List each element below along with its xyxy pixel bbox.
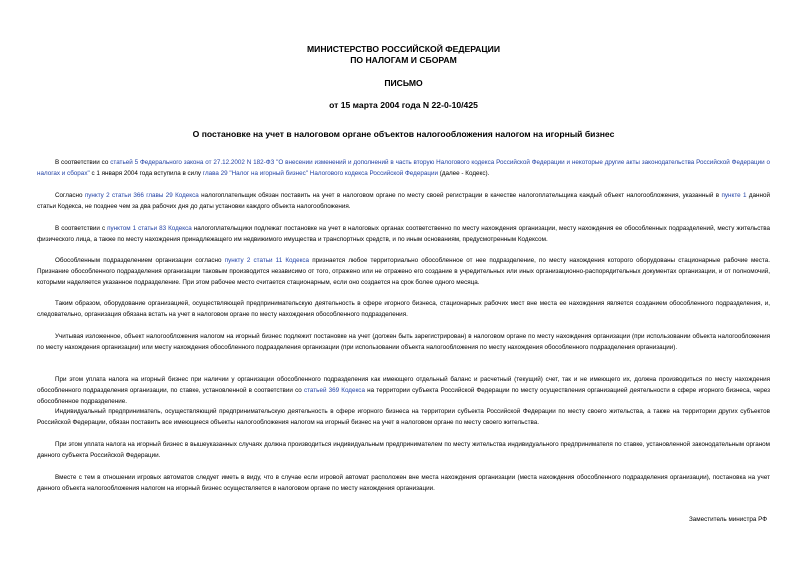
paragraph-2 (37, 190, 770, 212)
text-run: налогоплательщик обязан поставить на учет в налоговом органе по месту своей регистрации в качестве налогоплательщика каждый объект налогообложения, указанный в (198, 192, 722, 199)
law-link-article-366[interactable]: пункту 2 статьи 366 главы 29 Кодекса (84, 192, 199, 199)
issuer-line-2: ПО НАЛОГАМ И СБОРАМ (350, 55, 457, 65)
law-link-article-369[interactable]: статьей 369 Кодекса (303, 387, 365, 395)
issuer-line-1: МИНИСТЕРСТВО РОССИЙСКОЙ ФЕДЕРАЦИИ (306, 44, 501, 54)
law-link-article-83[interactable]: пунктом 1 статьи 83 Кодекса (107, 225, 192, 232)
text-run: с 1 января 2004 года вступила в силу (89, 170, 203, 178)
law-link-point-1[interactable]: пункте 1 (721, 192, 747, 199)
text-run: В соответствии со (55, 159, 111, 166)
paragraph-10: Вместе с тем в отношении игровых автоматов следует иметь в виду, что в случае если игровой автомат расположен вне места нахождения организации (места нахождения обособленного подразделения организации), постановка на учет данного объекта налогообложения налогом на игорный бизнес осуществляется в налоговом органе по месту нахождения организации. (37, 474, 770, 493)
paragraph-6: Учитывая изложенное, объект налогообложения налогом на игорный бизнес подлежит постановке на учет (должен быть зарегистрирован) в налоговом органе по месту нахождения организации (при использовании объекта налогообложения по месту нахождения организации) или месту нахождения обособленного подразделения организации (при использовании объекта налогообложения по месту нахождения обособленного подразделения организации). (37, 333, 770, 352)
law-link-article-5[interactable]: статьей 5 Федерального закона от 27.12.2002 N 182-ФЗ "О внесении изменений и дополнений в часть вторую Налогового кодекса Российской Федерации и некоторые другие акты законодательства Российской Федерации о налогах и сборах" (37, 159, 770, 178)
paragraph-9: При этом уплата налога на игорный бизнес в вышеуказанных случаях должна производиться индивидуальным предпринимателем по месту жительства индивидуального предпринимателя по ставке, установленной законодательным органом данного субъекта Российской Федерации. (37, 441, 770, 460)
text-run: В соответствии с (55, 225, 108, 232)
paragraph-7 (37, 374, 770, 408)
paragraph-5: Таким образом, оборудование организацией, осуществляющей предпринимательскую деятельность в сфере игорного бизнеса, стационарных рабочих мест вне места ее нахождения является созданием обособленного подразделения, и, следовательно, организация обязана встать на учет в налоговом органе по месту нахождения обособленного подразделения. (37, 300, 770, 319)
text-run: признается любое территориально обособленное от нее подразделение, по месту нахождения которого оборудованы стационарные рабочие места. Признание обособленного подразделения организации таковым производится независимо от того, отражено или не отражено его создание в учредительных или иных организационно-распорядительных документах организации, и от полномочий, которыми наделяется указанное подразделение. При этом рабочее место считается стационарным, если оно создается на срок более одного месяца. (37, 257, 770, 287)
text-run: на территории субъекта Российской Федерации по месту осуществления организацией деятельности в сфере игорного бизнеса, через обособленное подразделение. (37, 387, 771, 406)
text-run: (далее - Кодекс). (437, 170, 490, 178)
text-run: данной статьи Кодекса, не позднее чем за два рабочих дня до даты установки каждого объекта налогообложения. (37, 192, 770, 211)
paragraph-1 (37, 157, 770, 179)
text-run: При этом уплата налога на игорный бизнес при наличии у организации обособленного подразделения как имеющего отдельный баланс и расчетный (текущий) счет, так и не имеющего их, должна производиться по месту нахождения обособленного подразделения организации, по ставке, установленной в соответствии со (37, 376, 770, 395)
document-date-number: от 15 марта 2004 года N 22-0-10/425 (329, 100, 478, 110)
text-run: Согласно (55, 192, 85, 199)
document-subject: О постановке на учет в налоговом органе объектов налогообложения налогом на игорный бизнес (192, 129, 615, 139)
paragraph-4 (37, 255, 770, 289)
paragraph-3 (37, 223, 770, 245)
text-run: налогоплательщики подлежат постановке на учет в налоговых органах соответственно по месту нахождения организации, месту нахождения ее обособленных подразделений, месту жительства физического лица, а также по месту нахождения принадлежащего им недвижимого имущества и транспортных средств, и по иным основаниям, предусмотренным Кодексом. (37, 225, 771, 244)
paragraph-8: Индивидуальный предприниматель, осуществляющий предпринимательскую деятельность в сфере игорного бизнеса на территории субъекта Российской Федерации по месту своего жительства, а также на территории других субъектов Российской Федерации, обязан поставить все имеющиеся объекты налогообложения налогом на игорный бизнес на учет в налоговом органе по месту своего жительства. (37, 408, 770, 427)
text-run: Обособленным подразделением организации согласно (55, 257, 225, 264)
law-link-article-11[interactable]: пункту 2 статьи 11 Кодекса (224, 257, 310, 264)
signature-position: Заместитель министра РФ (688, 516, 767, 523)
law-link-chapter-29[interactable]: глава 29 "Налог на игорный бизнес" Налогового кодекса Российской Федерации (202, 170, 438, 178)
document-type: ПИСЬМО (384, 78, 423, 88)
